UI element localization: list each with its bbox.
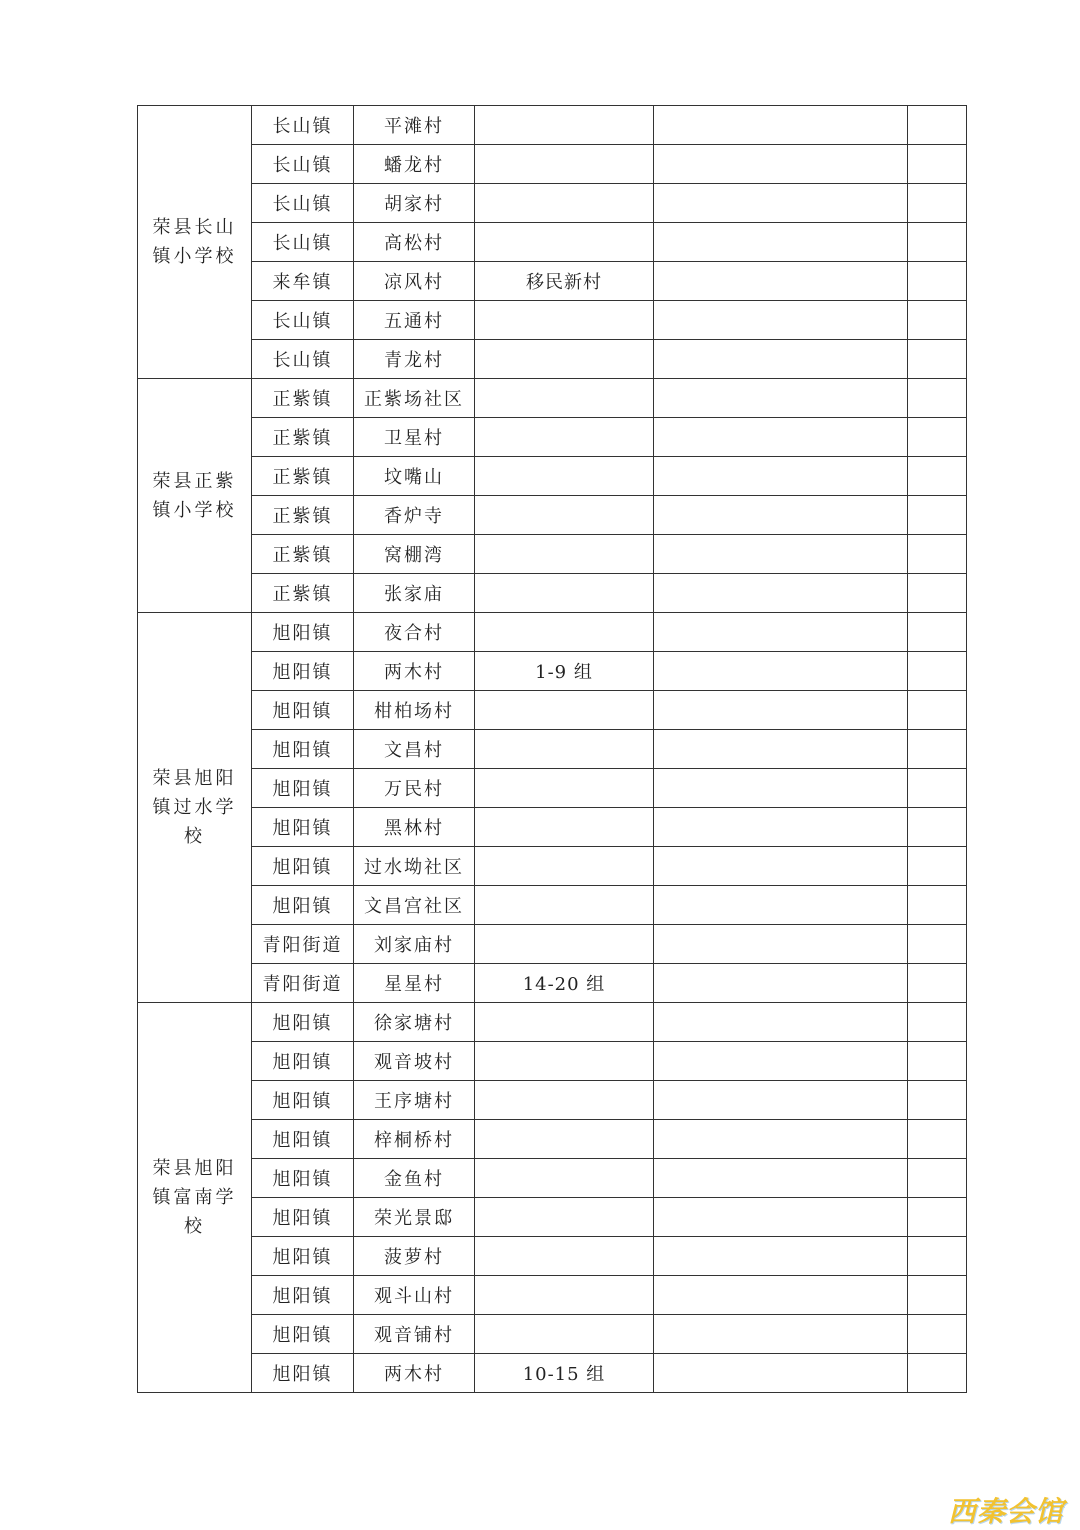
blank-cell — [908, 691, 967, 730]
blank-cell — [654, 1159, 908, 1198]
village-cell: 五通村 — [354, 301, 475, 340]
blank-cell — [908, 730, 967, 769]
blank-cell — [908, 418, 967, 457]
village-cell: 柑柏场村 — [354, 691, 475, 730]
note-cell — [475, 1081, 654, 1120]
village-cell: 卫星村 — [354, 418, 475, 457]
town-cell: 正紫镇 — [252, 574, 354, 613]
blank-cell — [654, 457, 908, 496]
blank-cell — [654, 847, 908, 886]
note-cell — [475, 223, 654, 262]
table-body — [138, 106, 967, 1393]
town-cell: 旭阳镇 — [252, 1003, 354, 1042]
blank-cell — [908, 1315, 967, 1354]
table-row — [138, 535, 967, 574]
table-row — [138, 1081, 967, 1120]
table-row — [138, 1276, 967, 1315]
village-cell: 黑林村 — [354, 808, 475, 847]
blank-cell — [654, 535, 908, 574]
town-cell: 青阳街道 — [252, 925, 354, 964]
blank-cell — [908, 769, 967, 808]
town-cell: 旭阳镇 — [252, 1120, 354, 1159]
table-row — [138, 964, 967, 1003]
table-row — [138, 1354, 967, 1393]
blank-cell — [908, 574, 967, 613]
note-cell — [475, 574, 654, 613]
note-cell — [475, 730, 654, 769]
school-name: 荣县旭阳镇过水学校 — [152, 768, 237, 847]
blank-cell — [908, 886, 967, 925]
blank-cell — [654, 184, 908, 223]
blank-cell — [908, 340, 967, 379]
town-cell: 长山镇 — [252, 184, 354, 223]
town-cell: 来牟镇 — [252, 262, 354, 301]
note-cell — [475, 106, 654, 145]
blank-cell — [654, 808, 908, 847]
table-row — [138, 808, 967, 847]
table-row — [138, 145, 967, 184]
note-cell — [475, 886, 654, 925]
table-row — [138, 1042, 967, 1081]
blank-cell — [908, 106, 967, 145]
note-cell — [475, 808, 654, 847]
blank-cell — [654, 379, 908, 418]
town-cell: 长山镇 — [252, 340, 354, 379]
town-cell: 旭阳镇 — [252, 1081, 354, 1120]
town-cell: 旭阳镇 — [252, 886, 354, 925]
table-row — [138, 769, 967, 808]
town-cell: 青阳街道 — [252, 964, 354, 1003]
note-cell — [475, 691, 654, 730]
table-row — [138, 496, 967, 535]
town-cell: 正紫镇 — [252, 457, 354, 496]
note-cell — [475, 1315, 654, 1354]
blank-cell — [654, 496, 908, 535]
blank-cell — [908, 262, 967, 301]
school-name-cell — [138, 1003, 252, 1393]
village-cell: 高松村 — [354, 223, 475, 262]
enrollment-table-wrapper — [137, 105, 967, 1393]
blank-cell — [908, 145, 967, 184]
village-cell: 窝棚湾 — [354, 535, 475, 574]
town-cell: 旭阳镇 — [252, 1159, 354, 1198]
blank-cell — [654, 262, 908, 301]
village-cell: 菠萝村 — [354, 1237, 475, 1276]
blank-cell — [654, 223, 908, 262]
note-cell — [475, 340, 654, 379]
village-cell: 张家庙 — [354, 574, 475, 613]
school-name: 荣县旭阳镇富南学校 — [152, 1158, 237, 1237]
note-cell — [475, 1159, 654, 1198]
blank-cell — [908, 613, 967, 652]
table-row — [138, 301, 967, 340]
note-cell — [475, 925, 654, 964]
blank-cell — [654, 418, 908, 457]
table-row — [138, 1237, 967, 1276]
note-cell — [475, 301, 654, 340]
table-row — [138, 652, 967, 691]
table-row — [138, 1003, 967, 1042]
blank-cell — [908, 1042, 967, 1081]
blank-cell — [908, 964, 967, 1003]
blank-cell — [908, 1003, 967, 1042]
blank-cell — [654, 574, 908, 613]
table-row — [138, 613, 967, 652]
note-cell — [475, 379, 654, 418]
town-cell: 正紫镇 — [252, 496, 354, 535]
table-row — [138, 1159, 967, 1198]
table-row — [138, 418, 967, 457]
blank-cell — [908, 457, 967, 496]
blank-cell — [654, 1315, 908, 1354]
town-cell: 长山镇 — [252, 223, 354, 262]
blank-cell — [654, 1198, 908, 1237]
note-cell — [475, 769, 654, 808]
table-row — [138, 730, 967, 769]
table-row — [138, 1315, 967, 1354]
blank-cell — [908, 1237, 967, 1276]
note-cell: 移民新村 — [475, 262, 654, 301]
town-cell: 旭阳镇 — [252, 847, 354, 886]
village-cell: 刘家庙村 — [354, 925, 475, 964]
blank-cell — [908, 1198, 967, 1237]
blank-cell — [908, 847, 967, 886]
village-cell: 徐家塘村 — [354, 1003, 475, 1042]
school-name: 荣县长山镇小学校 — [152, 217, 237, 267]
note-cell — [475, 1198, 654, 1237]
note-cell — [475, 613, 654, 652]
school-name: 荣县正紫镇小学校 — [152, 470, 237, 521]
town-cell: 正紫镇 — [252, 379, 354, 418]
note-cell — [475, 535, 654, 574]
note-cell — [475, 1120, 654, 1159]
note-cell: 14-20 组 — [475, 964, 654, 1003]
town-cell: 正紫镇 — [252, 535, 354, 574]
town-cell: 旭阳镇 — [252, 1042, 354, 1081]
note-cell — [475, 1042, 654, 1081]
blank-cell — [654, 964, 908, 1003]
note-cell: 1-9 组 — [475, 652, 654, 691]
blank-cell — [654, 1120, 908, 1159]
blank-cell — [908, 808, 967, 847]
town-cell: 旭阳镇 — [252, 1276, 354, 1315]
note-cell — [475, 418, 654, 457]
town-cell: 旭阳镇 — [252, 1354, 354, 1393]
note-cell — [475, 457, 654, 496]
table-row — [138, 847, 967, 886]
village-cell: 两木村 — [354, 1354, 475, 1393]
note-cell — [475, 1003, 654, 1042]
table-row — [138, 184, 967, 223]
town-cell: 旭阳镇 — [252, 691, 354, 730]
blank-cell — [908, 223, 967, 262]
blank-cell — [654, 106, 908, 145]
village-cell: 正紫场社区 — [354, 379, 475, 418]
school-name-cell — [138, 613, 252, 1003]
blank-cell — [654, 1042, 908, 1081]
blank-cell — [908, 496, 967, 535]
blank-cell — [654, 1354, 908, 1393]
table-row — [138, 262, 967, 301]
table-row — [138, 925, 967, 964]
note-cell — [475, 1237, 654, 1276]
village-cell: 观音坡村 — [354, 1042, 475, 1081]
village-cell: 香炉寺 — [354, 496, 475, 535]
town-cell: 旭阳镇 — [252, 613, 354, 652]
village-cell: 凉风村 — [354, 262, 475, 301]
town-cell: 旭阳镇 — [252, 769, 354, 808]
blank-cell — [654, 925, 908, 964]
blank-cell — [654, 340, 908, 379]
blank-cell — [654, 769, 908, 808]
note-cell — [475, 496, 654, 535]
blank-cell — [908, 1276, 967, 1315]
note-cell: 10-15 组 — [475, 1354, 654, 1393]
blank-cell — [908, 1081, 967, 1120]
table-row — [138, 886, 967, 925]
blank-cell — [654, 145, 908, 184]
blank-cell — [908, 535, 967, 574]
note-cell — [475, 847, 654, 886]
table-row — [138, 223, 967, 262]
village-cell: 平滩村 — [354, 106, 475, 145]
village-cell: 梓桐桥村 — [354, 1120, 475, 1159]
blank-cell — [908, 1159, 967, 1198]
blank-cell — [654, 730, 908, 769]
village-cell: 胡家村 — [354, 184, 475, 223]
blank-cell — [654, 652, 908, 691]
blank-cell — [654, 1276, 908, 1315]
school-name-cell — [138, 106, 252, 379]
village-cell: 万民村 — [354, 769, 475, 808]
village-cell: 星星村 — [354, 964, 475, 1003]
village-cell: 坟嘴山 — [354, 457, 475, 496]
town-cell: 长山镇 — [252, 301, 354, 340]
table-row — [138, 1120, 967, 1159]
blank-cell — [908, 301, 967, 340]
note-cell — [475, 184, 654, 223]
blank-cell — [908, 1120, 967, 1159]
village-cell: 文昌村 — [354, 730, 475, 769]
watermark-logo: 西秦会馆 — [948, 1495, 1065, 1528]
blank-cell — [654, 1003, 908, 1042]
village-cell: 荣光景邸 — [354, 1198, 475, 1237]
blank-cell — [908, 184, 967, 223]
blank-cell — [908, 925, 967, 964]
town-cell: 旭阳镇 — [252, 1237, 354, 1276]
school-name-cell — [138, 379, 252, 613]
blank-cell — [654, 613, 908, 652]
table-row — [138, 574, 967, 613]
note-cell — [475, 1276, 654, 1315]
table-row — [138, 106, 967, 145]
table-row — [138, 457, 967, 496]
note-cell — [475, 145, 654, 184]
blank-cell — [908, 1354, 967, 1393]
town-cell: 旭阳镇 — [252, 1198, 354, 1237]
town-cell: 长山镇 — [252, 106, 354, 145]
village-cell: 王序塘村 — [354, 1081, 475, 1120]
village-cell: 夜合村 — [354, 613, 475, 652]
blank-cell — [654, 1237, 908, 1276]
table-row — [138, 691, 967, 730]
blank-cell — [654, 691, 908, 730]
blank-cell — [654, 1081, 908, 1120]
village-cell: 两木村 — [354, 652, 475, 691]
enrollment-zone-table — [137, 105, 967, 1393]
blank-cell — [654, 301, 908, 340]
town-cell: 旭阳镇 — [252, 808, 354, 847]
village-cell: 过水坳社区 — [354, 847, 475, 886]
village-cell: 青龙村 — [354, 340, 475, 379]
blank-cell — [908, 379, 967, 418]
town-cell: 长山镇 — [252, 145, 354, 184]
village-cell: 观斗山村 — [354, 1276, 475, 1315]
village-cell: 蟠龙村 — [354, 145, 475, 184]
table-row — [138, 379, 967, 418]
town-cell: 旭阳镇 — [252, 730, 354, 769]
town-cell: 旭阳镇 — [252, 652, 354, 691]
blank-cell — [908, 652, 967, 691]
village-cell: 观音铺村 — [354, 1315, 475, 1354]
town-cell: 旭阳镇 — [252, 1315, 354, 1354]
blank-cell — [654, 886, 908, 925]
village-cell: 金鱼村 — [354, 1159, 475, 1198]
table-row — [138, 1198, 967, 1237]
village-cell: 文昌宫社区 — [354, 886, 475, 925]
table-row — [138, 340, 967, 379]
town-cell: 正紫镇 — [252, 418, 354, 457]
